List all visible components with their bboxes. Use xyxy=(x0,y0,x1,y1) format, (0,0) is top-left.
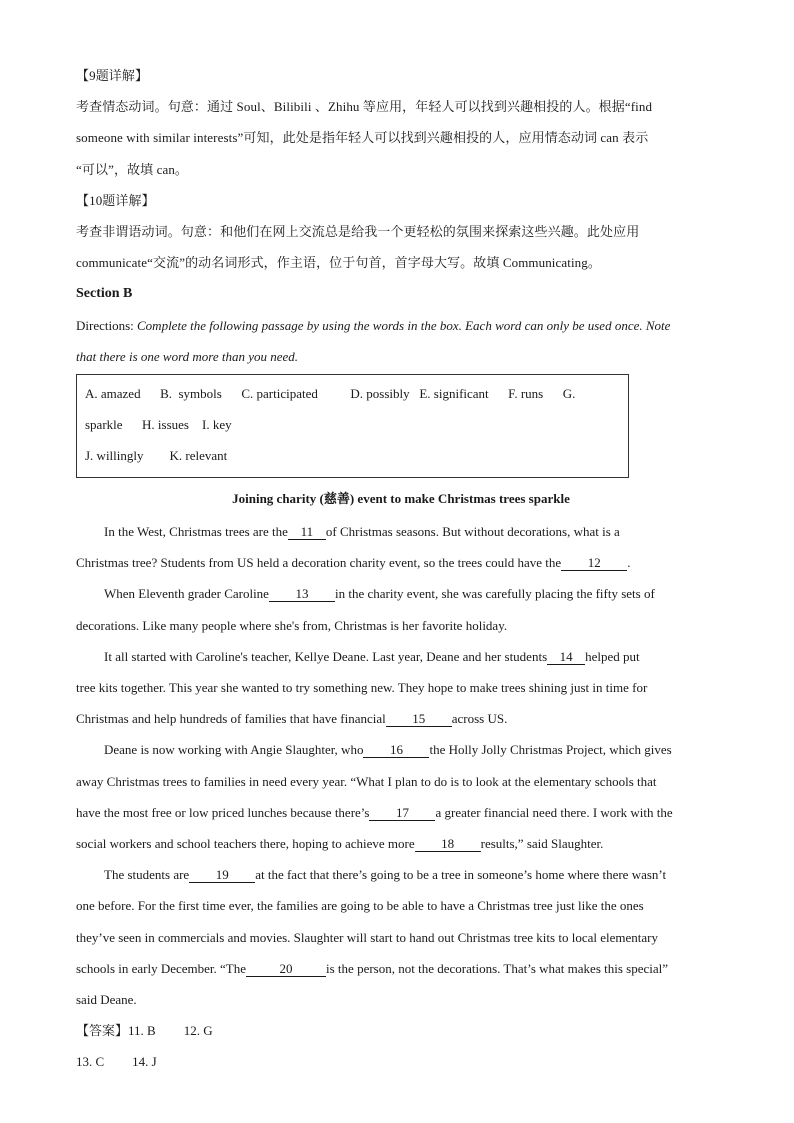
text-span: Christmas tree? Students from US held a decoration charity event, so the trees could have the xyxy=(76,555,562,571)
passage-p5-line-2: one before. For the first time ever, the families are going to be able to have a Christmas tree just like the ones xyxy=(76,898,644,914)
answer-14: 14. J xyxy=(132,1054,157,1070)
directions-text-1: Complete the following passage by using the words in the box. Each word can only be used once. Note xyxy=(137,317,671,333)
blank-19: 19 xyxy=(189,868,255,883)
q9-header: 【9题详解】 xyxy=(76,68,149,83)
answers-line-1 xyxy=(76,1015,726,1046)
text-span: . xyxy=(627,555,631,571)
passage-p3-line-1 xyxy=(76,641,726,672)
passage-p5-line-5: said Deane. xyxy=(76,992,137,1008)
text-span: at the fact that there’s going to be a tree in someone’s home where there wasn’t xyxy=(255,867,667,883)
word-box-line-1: A. amazed B. symbols C. participated D. possibly E. significant F. runs G. xyxy=(85,386,576,402)
text-span: have the most free or low priced lunches because there’s xyxy=(76,804,370,820)
passage-p4-line-3 xyxy=(76,797,726,828)
q10-header: 【10题详解】 xyxy=(76,192,155,208)
blank-15: 15 xyxy=(386,712,452,727)
text-span: in the charity event, she was carefully placing the fifty sets of xyxy=(334,586,655,602)
text-span: The students are xyxy=(104,867,190,883)
directions-line-2 xyxy=(76,341,726,372)
word-box xyxy=(76,374,629,478)
q9-line-1: 考查情态动词。句意：通过 Soul、Bilibili 、Zhihu 等应用，年轻人可以找到兴趣相投的人。根据“find xyxy=(76,99,653,115)
q10-line-2: communicate“交流”的动名词形式，作主语，位于句首，首字母大写。故填 Communicating。 xyxy=(76,255,601,271)
blank-18: 18 xyxy=(415,837,481,852)
passage-p2-line-2: decorations. Like many people where she's from, Christmas is her favorite holiday. xyxy=(76,617,508,633)
blank-17: 17 xyxy=(369,806,435,821)
answer-13: 13. C xyxy=(76,1054,105,1070)
passage-p4-line-4 xyxy=(76,828,726,859)
text-span: In the West, Christmas trees are the xyxy=(104,524,288,540)
passage-p2-line-1 xyxy=(76,578,726,609)
text-span: When Eleventh grader Caroline xyxy=(104,586,269,602)
directions-label: Directions: xyxy=(76,317,138,333)
text-span: schools in early December. “The xyxy=(76,960,247,976)
passage-title: Joining charity (慈善) event to make Christmas trees sparkle xyxy=(232,491,570,507)
section-title: Section B xyxy=(76,286,133,302)
directions-text-2: that there is one word more than you need. xyxy=(76,348,299,364)
passage-p4-line-1 xyxy=(76,734,726,765)
directions-line-1 xyxy=(76,310,726,341)
blank-13: 13 xyxy=(269,587,335,602)
text-span: social workers and school teachers there, hoping to achieve more xyxy=(76,836,415,852)
q10-line-1: 考查非谓语动词。句意：和他们在网上交流总是给我一个更轻松的氛围来探索这些兴趣。此处应用 xyxy=(76,224,640,240)
q9-line-3: “可以”，故填 can。 xyxy=(76,161,189,177)
passage-p1-line-1 xyxy=(76,516,726,547)
text-span: of Christmas seasons. But without decorations, what is a xyxy=(325,524,620,540)
text-span: across US. xyxy=(451,711,508,727)
text-span: is the person, not the decorations. That’s what makes this special” xyxy=(326,960,669,976)
q9-line-2: someone with similar interests”可知，此处是指年轻人可以找到兴趣相投的人，应用情态动词 can 表示 xyxy=(76,130,649,146)
passage-p1-line-2 xyxy=(76,547,726,578)
passage-p3-line-2: tree kits together. This year she wanted to try something new. They hope to make trees shining just in time for xyxy=(76,680,648,696)
answer-11: 11. B xyxy=(128,1023,156,1039)
text-span: a greater financial need there. I work with the xyxy=(435,804,673,820)
word-box-line-2: sparkle H. issues I. key xyxy=(85,417,232,433)
blank-11: 11 xyxy=(288,525,326,540)
word-box-line-3: J. willingly K. relevant xyxy=(85,448,228,464)
passage-p5-line-4 xyxy=(76,953,726,984)
blank-16: 16 xyxy=(363,743,429,758)
text-span: results,” said Slaughter. xyxy=(480,836,604,852)
passage-p5-line-3: they’ve seen in commercials and movies. Slaughter will start to hand out Christmas tree kits to local elementary xyxy=(76,929,658,945)
answers-line-2 xyxy=(76,1046,726,1077)
text-span: It all started with Caroline's teacher, Kellye Deane. Last year, Deane and her students xyxy=(104,648,548,664)
blank-14: 14 xyxy=(547,650,585,665)
text-span: Christmas and help hundreds of families that have financial xyxy=(76,711,386,727)
passage-p4-line-2: away Christmas trees to families in need every year. “What I plan to do is to look at the elementary schools that xyxy=(76,773,657,789)
blank-20: 20 xyxy=(246,962,326,977)
passage-p5-line-1 xyxy=(76,859,726,890)
blank-12: 12 xyxy=(561,556,627,571)
answer-12: 12. G xyxy=(183,1023,213,1039)
text-span: Deane is now working with Angie Slaughter, who xyxy=(104,742,364,758)
passage-p3-line-3 xyxy=(76,703,726,734)
answers-label: 【答案】 xyxy=(76,1023,129,1039)
text-span: helped put xyxy=(585,648,640,664)
text-span: the Holly Jolly Christmas Project, which gives xyxy=(429,742,672,758)
document-content xyxy=(76,60,726,1078)
